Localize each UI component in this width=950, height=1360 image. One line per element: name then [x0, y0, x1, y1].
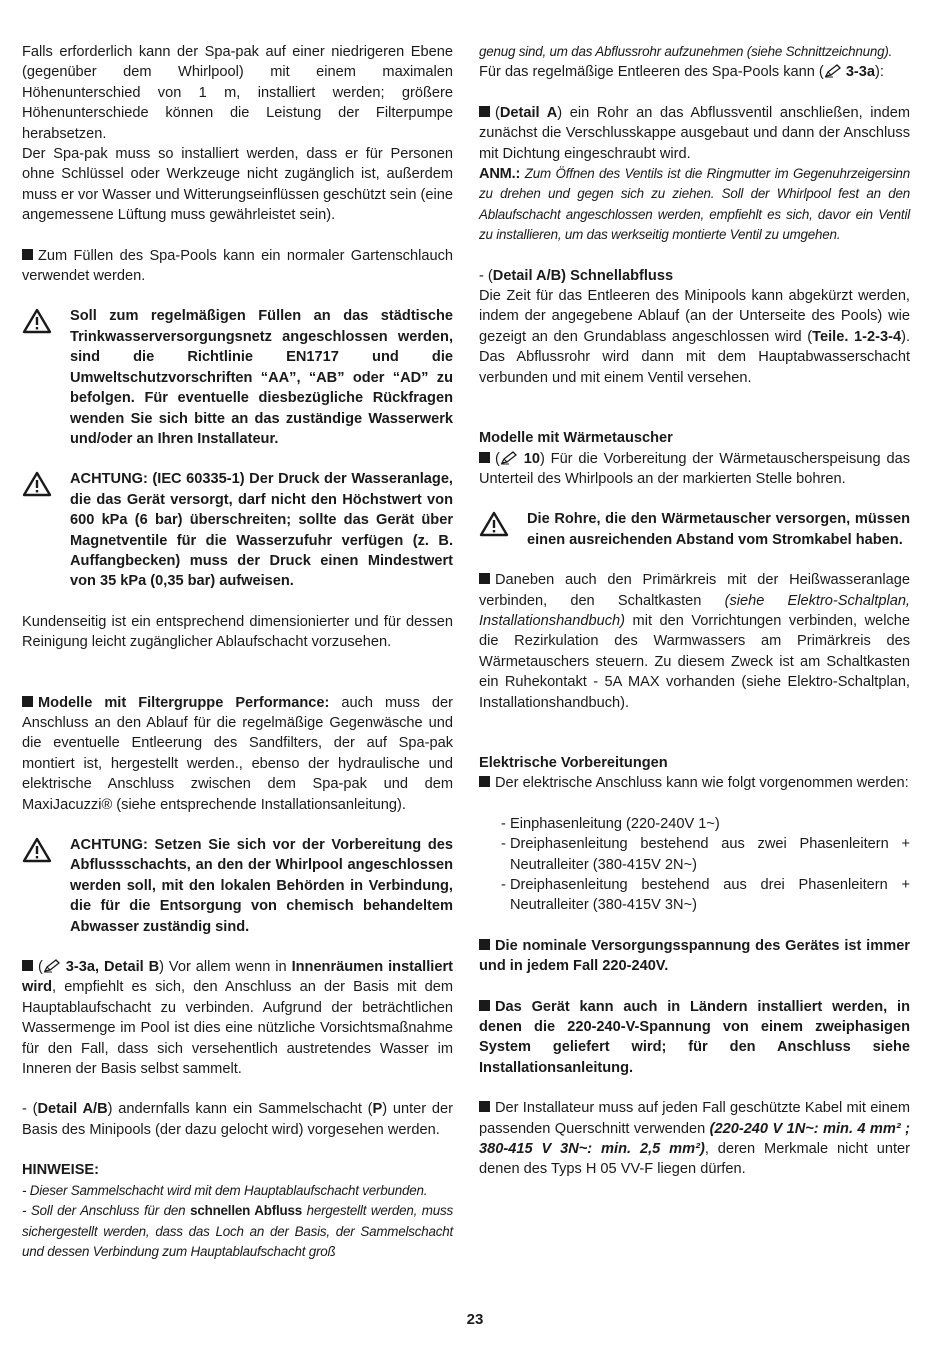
hinweise-heading: HINWEISE: — [22, 1162, 100, 1179]
paragraph: Die Zeit für das Entleeren des Minipools kann abgekürzt werden, indem der angegebene Ablauf (an der Unterseite des Pools) wie gezeigt an den Grundablass angeschlossen wird (Teile. 1-2-3-4). Das Abflussrohr wird dann mit dem Hauptabwasserschacht verbunden und mit einem Ventil versehen. — [479, 288, 910, 386]
note-item: - Dieser Sammelschacht wird mit dem Hauptablaufschacht verbunden. — [22, 1182, 428, 1198]
paragraph: Der Spa-pak muss so installiert werden, dass er für Personen ohne Schlüssel oder Werkzeuge nicht zugänglich ist, außerdem muss er vor Wasser und Witterungseinflüssen geschützt sein (eine angemessene Lüftung muss gewährleistet sein). — [22, 146, 453, 224]
left-column — [22, 42, 453, 1262]
page-number: 23 — [466, 1311, 484, 1328]
warning-text: ACHTUNG: Setzen Sie sich vor der Vorbereitung des Abflussschachts, an den der Whirlpool angeschlossen werden soll, mit den lokalen Behörden in Verbindung, die für die Entsorgung von chemisch behandeltem Abwasser zuständig sind. — [70, 837, 453, 935]
black-square-icon — [22, 249, 33, 260]
black-square-icon — [22, 696, 33, 707]
warning-block — [22, 469, 453, 591]
warning-text: Die Rohre, die den Wärmetauscher versorgen, müssen einen ausreichenden Abstand vom Stromkabel haben. — [527, 511, 910, 548]
voltage-list — [479, 814, 910, 916]
paragraph: Für das regelmäßige Entleeren des Spa-Pools kann ( 3-3a): — [479, 64, 884, 81]
paragraph: Der elektrische Anschluss kann wie folgt vorgenommen werden: — [479, 773, 910, 793]
paragraph: Die nominale Versorgungsspannung des Gerätes ist immer und in jedem Fall 220-240V. — [479, 937, 910, 975]
warning-block — [479, 509, 910, 550]
paragraph: genug sind, um das Abflussrohr aufzunehmen (siehe Schnittzeichnung). — [479, 44, 893, 59]
paragraph: - (Detail A/B) Schnellabfluss — [479, 267, 674, 284]
black-square-icon — [479, 776, 490, 787]
list-item: - Dreiphasenleitung bestehend aus zwei Phasenleitern + Neutralleiter (380-415V 2N~) — [501, 836, 910, 873]
right-column — [479, 42, 910, 1180]
section-heading: Elektrische Vorbereitungen — [479, 754, 668, 771]
paragraph: - (Detail A/B) andernfalls kann ein Sammelschacht (P) unter der Basis des Minipools (der dazu gelocht wird) vorgesehen werden. — [22, 1101, 454, 1138]
anm-note: ANM.: Zum Öffnen des Ventils ist die Ringmutter im Gegenuhrzeigersinn zu drehen und gegen sich zu ziehen. Soll der Whirlpool fest an den Ablaufschacht angeschlossen werden, empfiehlt es sich, davor ein Ventil zu installieren, um das werkseitig montierte Ventil zu umgehen. — [479, 166, 910, 243]
warning-text: Soll zum regelmäßigen Füllen an das städtische Trinkwasserversorgungsnetz angeschlossen werden, sind die Richtlinie EN1717 und die Umweltschutzvorschriften “AA”, “AB” oder “AD” zu befolgen. Für eventuelle diesbezügliche Rückfragen wenden Sie sich bitte an das zuständige Wasserwerk und/oder an Ihren Installateur. — [70, 308, 453, 447]
warning-text: ACHTUNG: (IEC 60335-1) Der Druck der Wasseranlage, die das Gerät versorgt, darf nicht den Höchstwert von 600 kPa (6 bar) überschreiten; sollte das Gerät über Magnetventile für die Wasserzufuhr verfügen (z. B. Auffangbecken) muss der Druck einen Mindestwert von 35 kPa (0,35 bar) aufweisen. — [70, 471, 453, 590]
black-square-icon — [22, 960, 33, 971]
paragraph: Modelle mit Filtergruppe Performance: auch muss der Anschluss an den Ablauf für die regelmäßige Gegenwäsche und die eventuelle Entleerung des Sandfilters, der auf Spa-pak montiert ist, hergestellt werden., ebenso der hydraulische und elektrische Anschluss zwischen dem Spa-pak und dem MaxiJacuzzi® (siehe entsprechende Installationsanleitung). — [22, 694, 453, 813]
note-item: - Soll der Anschluss für den schnellen Abfluss hergestellt werden, muss sichergestellt werden, dass das Loch an der Basis, der Sammelschacht und dessen Verbindung zum Hauptablaufschacht groß — [22, 1203, 453, 1259]
section-heading: Modelle mit Wärmetauscher — [479, 430, 673, 447]
black-square-icon — [479, 939, 490, 950]
warning-triangle-icon — [22, 308, 52, 334]
black-square-icon — [479, 1101, 490, 1112]
warning-block — [22, 306, 453, 449]
list-item: - Einphasenleitung (220-240V 1~) — [501, 815, 720, 832]
paragraph: (Detail A) ein Rohr an das Abflussventil anschließen, indem zunächst die Verschlusskappe ausgebaut und dann der Anschluss mit Dichtung eingeschraubt wird. — [479, 104, 910, 162]
pencil-icon — [500, 451, 518, 465]
paragraph: ( 3-3a, Detail B) Vor allem wenn in Innenräumen installiert wird, empfiehlt es sich, den Anschluss an der Basis mit dem Hauptablaufschacht zu verbinden. Aufgrund der beträchtlichen Wassermenge im Pool ist dies eine nützliche Vorsichtsmaßnahme für den Fall, dass sich versehentlich austretendes Wasser im Inneren der Basis selbst sammelt. — [22, 959, 453, 1078]
black-square-icon — [479, 452, 490, 463]
paragraph: Kundenseitig ist ein entsprechend dimensionierter und für dessen Reinigung leicht zugänglicher Ablaufschacht vorzusehen. — [22, 613, 453, 651]
paragraph: Das Gerät kann auch in Ländern installiert werden, in denen die 220-240-V-Spannung von einem zweiphasigen System geliefert wird; für den Anschluss siehe Installationsanleitung. — [479, 998, 910, 1076]
pencil-icon — [43, 959, 61, 973]
pencil-icon — [824, 64, 842, 78]
black-square-icon — [479, 1000, 490, 1011]
black-square-icon — [479, 573, 490, 584]
warning-triangle-icon — [22, 471, 52, 497]
paragraph: Daneben auch den Primärkreis mit der Heißwasseranlage verbinden, den Schaltkasten (siehe Elektro-Schaltplan, Installationshandbuch) mit den Vorrichtungen verbinden, welche die Rezirkulation des Warmwassers am Primärkreis des Wärmetauschers steuern. Zu diesem Zweck ist am Schaltkasten ein Ruhekontakt - 5A MAX vorhanden (siehe Elektro-Schaltplan, Installationshandbuch). — [479, 572, 910, 711]
warning-triangle-icon — [479, 511, 509, 537]
paragraph: Der Installateur muss auf jeden Fall geschützte Kabel mit einem passenden Querschnitt verwenden (220-240 V 1N~: min. 4 mm² ; 380-415 V 3N~: min. 2,5 mm²), deren Merkmale nicht unter denen des Typs H 05 VV-F liegen dürfen. — [479, 1100, 911, 1178]
black-square-icon — [479, 106, 490, 117]
paragraph: Falls erforderlich kann der Spa-pak auf einer niedrigeren Ebene (gegenüber dem Whirlpool) mit einem maximalen Höhenunterschied von 1 m, installiert werden; größere Höhenunterschiede können die Leistung der Filterpumpe herabsetzen. — [22, 44, 453, 142]
list-item: - Dreiphasenleitung bestehend aus drei Phasenleitern + Neutralleiter (380-415V 3N~) — [501, 877, 910, 914]
warning-block — [22, 835, 453, 937]
warning-triangle-icon — [22, 837, 52, 863]
paragraph: Zum Füllen des Spa-Pools kann ein normaler Gartenschlauch verwendet werden. — [22, 247, 453, 285]
paragraph: ( 10) Für die Vorbereitung der Wärmetauscherspeisung das Unterteil des Whirlpools an der markierten Stelle bohren. — [479, 450, 910, 487]
